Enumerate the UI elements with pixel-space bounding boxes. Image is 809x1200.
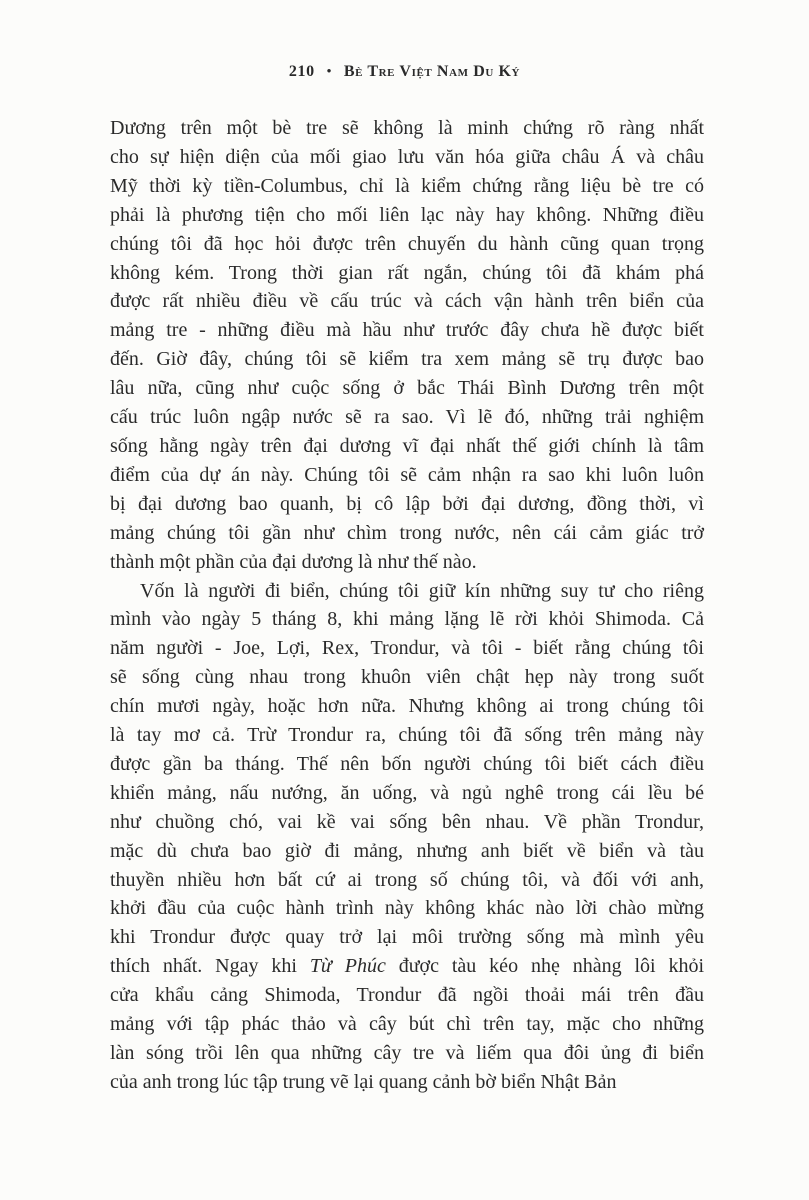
body-text: lâu nữa, cũng như cuộc sống ở bắc Thái Bình Dương trên một — [110, 377, 704, 400]
text-line — [110, 981, 704, 1010]
text-line — [110, 692, 704, 721]
text-line — [110, 634, 704, 663]
body-text: Dương trên một bè tre sẽ không là minh chứng rõ ràng nhất — [110, 117, 704, 139]
body-text: phải là phương tiện cho mối liên lạc này hay không. Những điều — [110, 203, 704, 226]
body-text: mình vào ngày 5 tháng 8, khi mảng lặng lẽ rời khỏi Shimoda. Cả — [110, 608, 704, 631]
text-line — [110, 663, 704, 692]
body-text: mảng chúng tôi gần như chìm trong nước, nên cái cảm giác trở — [110, 521, 704, 544]
text-line — [110, 808, 704, 837]
text-line — [110, 548, 704, 577]
body-text: được rất nhiều điều về cấu trúc và cách vận hành trên biển của — [110, 290, 704, 313]
body-text: cửa khẩu cảng Shimoda, Trondur đã ngồi thoải mái trên đầu — [110, 984, 704, 1007]
body-text: năm người - Joe, Lợi, Rex, Trondur, và tôi - biết rằng chúng tôi — [110, 637, 704, 660]
text-line — [110, 316, 704, 345]
body-text: khiển mảng, nấu nướng, ăn uống, và ngủ nghê trong cái lều bé — [110, 781, 704, 804]
body-text: như chuồng chó, vai kề vai sống bên nhau. Về phần Trondur, — [110, 810, 704, 833]
body-text: cho sự hiện diện của mối giao lưu văn hóa giữa châu Á và châu — [110, 145, 704, 168]
text-line — [110, 1010, 704, 1039]
text-line — [110, 403, 704, 432]
text-line — [110, 952, 704, 981]
book-title: Bè Tre Việt Nam Du Ký — [343, 63, 521, 80]
text-line — [110, 837, 704, 866]
text-line — [110, 287, 704, 316]
text-line — [110, 923, 704, 952]
body-text: thuyền nhiều hơn bất cứ ai trong số chúng tôi, và đối với anh, — [110, 868, 704, 891]
body-text: mảng tre - những điều mà hầu như trước đây chưa hề được biết — [110, 319, 704, 342]
text-line — [110, 519, 704, 548]
body-text: khi Trondur được quay trở lại môi trường sống mà mình yêu — [110, 926, 704, 949]
text-line — [110, 577, 704, 606]
text-line — [110, 230, 704, 259]
page-number: 210 — [288, 63, 315, 80]
text-line — [110, 721, 704, 750]
body-text: cấu trúc luôn ngập nước sẽ ra sao. Vì lẽ đó, những trải nghiệm — [110, 406, 704, 429]
body-text: Vốn là người đi biển, chúng tôi giữ kín những suy tư cho riêng — [140, 579, 704, 602]
body-text: điểm của dự án này. Chúng tôi sẽ cảm nhận ra sao khi luôn luôn — [110, 463, 704, 486]
body-text: sẽ sống cùng nhau trong khuôn viên chật hẹp này trong suốt — [110, 666, 704, 689]
text-line — [110, 461, 704, 490]
text-line — [110, 866, 704, 895]
text-line — [110, 432, 704, 461]
body-text: chúng tôi đã học hỏi được trên chuyến du hành cũng quan trọng — [110, 232, 704, 255]
text-line — [110, 201, 704, 230]
text-line — [110, 1068, 704, 1097]
text-line — [110, 259, 704, 288]
text-line — [110, 345, 704, 374]
body-text: của anh trong lúc tập trung vẽ lại quang cảnh bờ biển Nhật Bản — [110, 1070, 617, 1093]
text-line — [110, 374, 704, 403]
body-text: Mỹ thời kỳ tiền-Columbus, chỉ là kiểm chứng rằng liệu bè tre có — [110, 174, 704, 197]
text-line — [110, 894, 704, 923]
body-text: chín mươi ngày, hoặc hơn nữa. Nhưng không ai trong chúng tôi — [110, 695, 704, 718]
body-text: thích nhất. Ngay khi — [110, 955, 310, 978]
body-text: được tàu kéo nhẹ nhàng lôi khỏi — [385, 955, 704, 978]
paragraph — [110, 577, 704, 1097]
separator-bullet-icon: • — [326, 63, 332, 78]
body-text: mảng với tập phác thảo và cây bút chì trên tay, mặc cho những — [110, 1013, 704, 1036]
body-text: là tay mơ cả. Trừ Trondur ra, chúng tôi đã sống trên mảng này — [110, 724, 704, 747]
page-body — [110, 114, 704, 1097]
text-line — [110, 490, 704, 519]
body-text: làn sóng trồi lên qua những cây tre và liếm qua đôi ủng đi biển — [110, 1042, 704, 1064]
body-text: được gần ba tháng. Thế nên bốn người chúng tôi biết cách điều — [110, 752, 704, 775]
body-text: sống hằng ngày trên đại dương vĩ đại nhất thế giới chính là tâm — [110, 434, 704, 457]
body-text: thành một phần của đại dương là như thế nào. — [110, 550, 477, 573]
text-line — [110, 143, 704, 172]
text-line — [110, 750, 704, 779]
body-text: đến. Giờ đây, chúng tôi sẽ kiểm tra xem mảng sẽ trụ được bao — [110, 348, 704, 371]
italic-text: Từ Phúc — [309, 955, 386, 978]
text-line — [110, 114, 704, 143]
running-head — [0, 63, 809, 81]
text-line — [110, 605, 704, 634]
text-line — [110, 1039, 704, 1068]
body-text: khởi đầu của cuộc hành trình này không khác nào lời chào mừng — [110, 897, 704, 920]
text-line — [110, 779, 704, 808]
text-line — [110, 172, 704, 201]
paragraph — [110, 114, 704, 577]
body-text: không kém. Trong thời gian rất ngắn, chúng tôi đã khám phá — [110, 261, 704, 284]
body-text: bị đại dương bao quanh, bị cô lập bởi đại dương, đồng thời, vì — [110, 492, 704, 515]
body-text: mặc dù chưa bao giờ đi mảng, nhưng anh biết về biển và tàu — [110, 839, 704, 862]
